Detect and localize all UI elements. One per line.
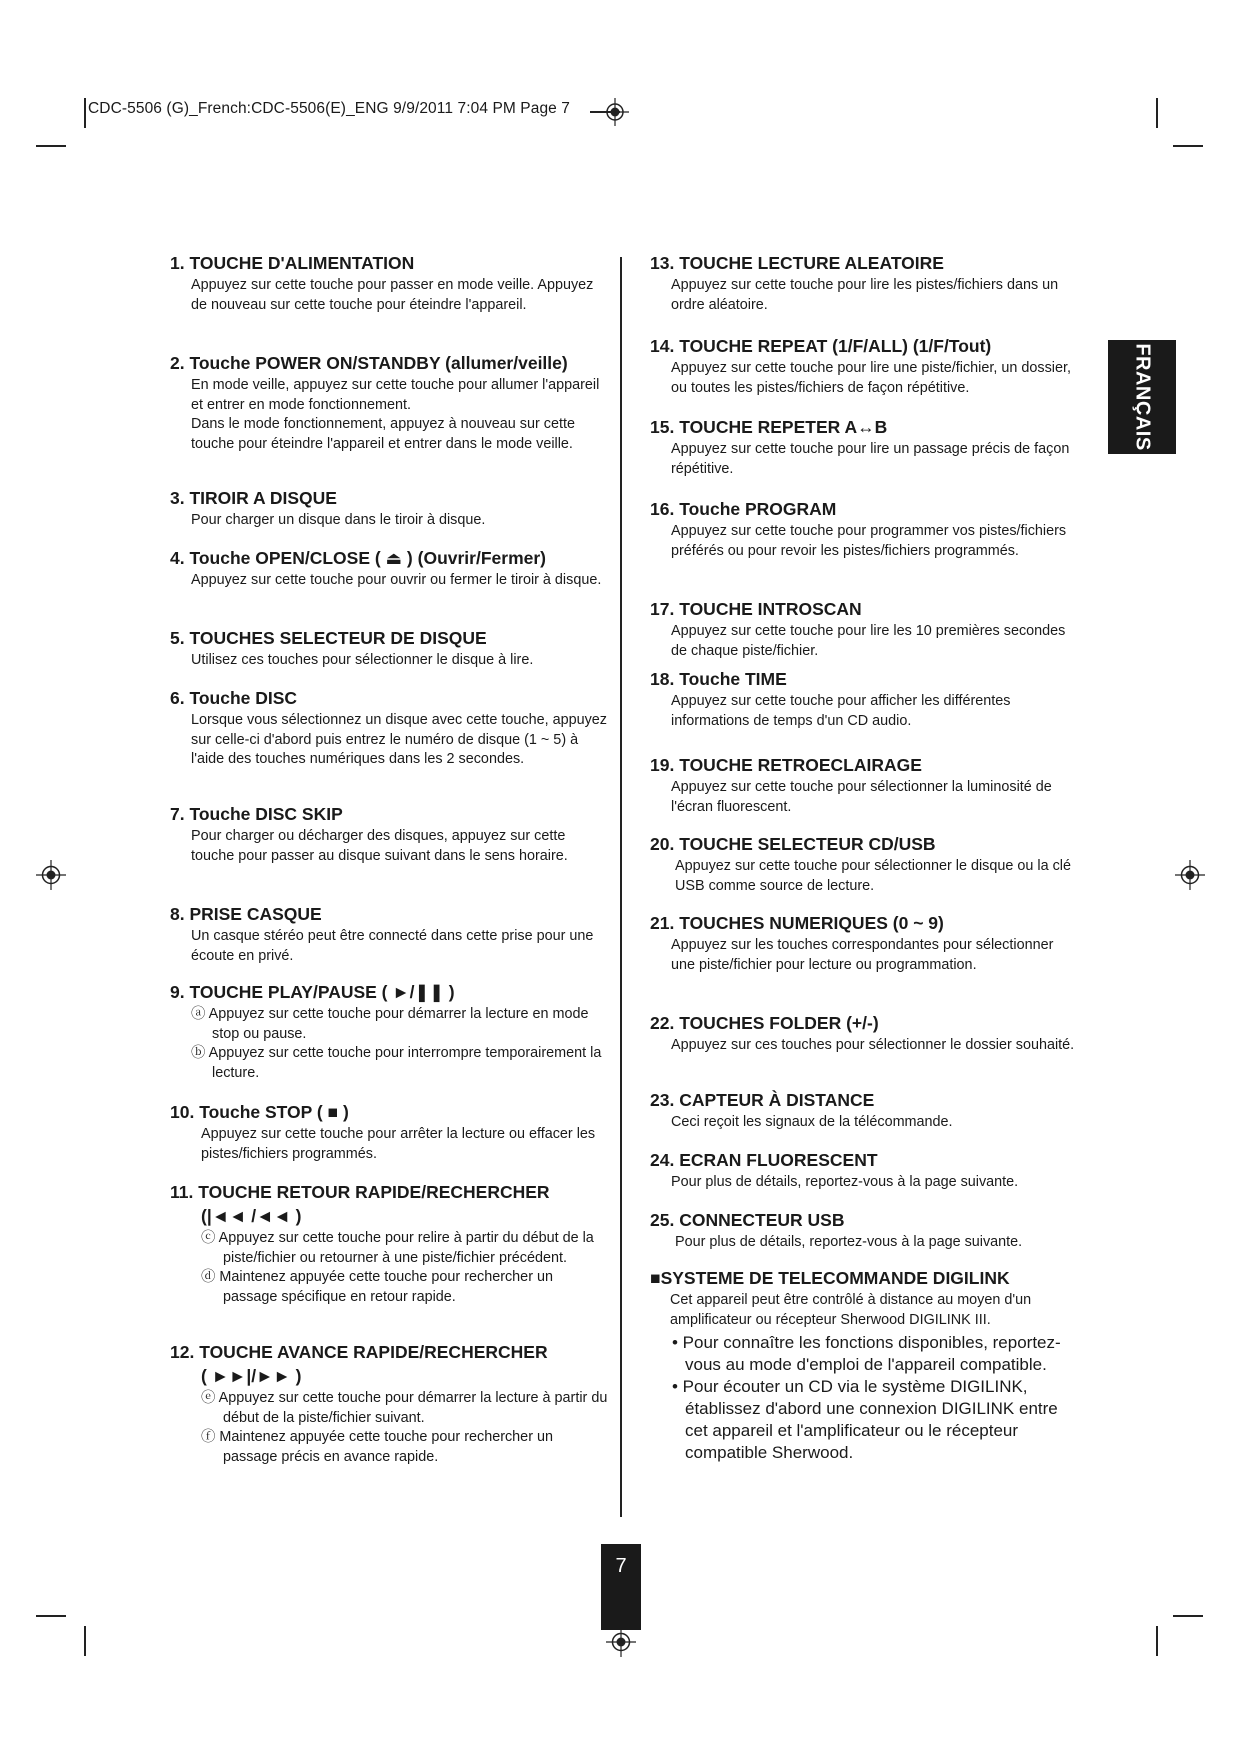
section-text: Pour charger ou décharger des disques, appuyez sur cette touche pour passer au disque suivant dans le sens horaire. <box>191 828 568 864</box>
section-1 <box>170 252 610 352</box>
section-11 <box>170 1181 610 1341</box>
section-title: 11. TOUCHE RETOUR RAPIDE/RECHERCHER <box>170 1182 550 1202</box>
crop-mark <box>1156 98 1158 128</box>
section-subitem: ⓐ Appuyez sur cette touche pour démarrer la lecture en mode stop ou pause. <box>191 1006 589 1042</box>
section-text: Appuyez sur cette touche pour lire une piste/fichier, un dossier, ou toutes les pistes/fichiers de façon répétitive. <box>671 360 1071 396</box>
section-text: En mode veille, appuyez sur cette touche pour allumer l'appareil et entrer en mode fonctionnement. <box>191 377 600 413</box>
section-title: 20. TOUCHE SELECTEUR CD/USB <box>650 834 936 854</box>
section-text: Appuyez sur cette touche pour programmer vos pistes/fichiers préférés ou pour revoir les pistes/fichiers programmés. <box>671 523 1067 559</box>
section-title: ■SYSTEME DE TELECOMMANDE DIGILINK <box>650 1268 1010 1288</box>
section-text: Appuyez sur cette touche pour passer en mode veille. Appuyez de nouveau sur cette touche pour éteindre l'appareil. <box>191 277 594 313</box>
section-title: 8. PRISE CASQUE <box>170 904 322 924</box>
digilink-bullets <box>650 1332 1080 1464</box>
section-text: Appuyez sur cette touche pour ouvrir ou fermer le tiroir à disque. <box>191 572 602 588</box>
section-title: 7. Touche DISC SKIP <box>170 804 343 824</box>
crop-mark <box>36 1615 66 1617</box>
section-text: Pour charger un disque dans le tiroir à disque. <box>191 512 486 528</box>
left-column <box>170 252 610 1467</box>
section-15 <box>650 416 1080 498</box>
section-3 <box>170 487 610 547</box>
section-text: Dans le mode fonctionnement, appuyez à nouveau sur cette touche pour éteindre l'appareil et entrer dans le mode veille. <box>191 416 575 452</box>
section-2 <box>170 352 610 487</box>
crop-mark <box>36 145 66 147</box>
section-19 <box>650 754 1080 833</box>
section-text: Un casque stéréo peut être connecté dans cette prise pour une écoute en privé. <box>191 928 594 964</box>
section-4 <box>170 547 610 627</box>
section-title: 3. TIROIR A DISQUE <box>170 488 337 508</box>
section-subitem: ⓑ Appuyez sur cette touche pour interrompre temporairement la lecture. <box>191 1045 602 1081</box>
section-text: Appuyez sur cette touche pour afficher les différentes informations de temps d'un CD audio. <box>671 693 1011 729</box>
list-item: • Pour connaître les fonctions disponibles, reportez-vous au mode d'emploi de l'appareil compatible. <box>672 1333 1061 1374</box>
section-title: 6. Touche DISC <box>170 688 298 708</box>
registration-mark-icon <box>1175 860 1205 890</box>
section-text: Lorsque vous sélectionnez un disque avec cette touche, appuyez sur celle-ci d'abord puis entrez le numéro de disque (1 ~ 5) à l'aide des touches numériques dans les 2 secondes. <box>191 712 608 767</box>
language-tab <box>1108 340 1176 454</box>
section-title: 21. TOUCHES NUMERIQUES (0 ~ 9) <box>650 913 944 933</box>
section-title: 1. TOUCHE D'ALIMENTATION <box>170 253 415 273</box>
section-title: 13. TOUCHE LECTURE ALEATOIRE <box>650 253 944 273</box>
section-title: 2. Touche POWER ON/STANDBY (allumer/veille) <box>170 353 568 373</box>
section-13 <box>650 252 1080 335</box>
section-text: Appuyez sur cette touche pour lire les 10 premières secondes de chaque piste/fichier. <box>671 623 1066 659</box>
section-text: Appuyez sur cette touche pour lire un passage précis de façon répétitive. <box>671 441 1070 477</box>
section-text: Ceci reçoit les signaux de la télécommande. <box>671 1114 953 1130</box>
registration-mark-icon <box>606 1627 636 1657</box>
section-text: Appuyez sur cette touche pour lire les pistes/fichiers dans un ordre aléatoire. <box>671 277 1059 313</box>
registration-mark-icon <box>601 98 629 126</box>
section-text: Pour plus de détails, reportez-vous à la page suivante. <box>671 1174 1019 1190</box>
section-text: Utilisez ces touches pour sélectionner le disque à lire. <box>191 652 534 668</box>
registration-mark-icon <box>36 860 66 890</box>
page-number: 7 <box>601 1544 641 1630</box>
section-7 <box>170 803 610 903</box>
section-title: 10. Touche STOP ( ■ ) <box>170 1102 349 1122</box>
column-divider <box>620 257 622 1517</box>
section-text: Cet appareil peut être contrôlé à distance au moyen d'un amplificateur ou récepteur Sherwood DIGILINK III. <box>670 1292 1032 1328</box>
section-title: 22. TOUCHES FOLDER (+/-) <box>650 1013 879 1033</box>
crop-mark <box>1173 145 1203 147</box>
crop-mark <box>84 98 86 128</box>
section-16 <box>650 498 1080 598</box>
section-9 <box>170 981 610 1101</box>
section-text: Appuyez sur les touches correspondantes pour sélectionner une piste/fichier pour lecture ou programmation. <box>671 937 1054 973</box>
section-subitem: ⓒ Appuyez sur cette touche pour relire à partir du début de la piste/fichier ou retourner à une piste/fichier précédent. <box>201 1230 594 1266</box>
section-text: Pour plus de détails, reportez-vous à la page suivante. <box>675 1234 1023 1250</box>
section-25 <box>650 1209 1080 1267</box>
section-title: 19. TOUCHE RETROECLAIRAGE <box>650 755 922 775</box>
section-10 <box>170 1101 610 1181</box>
section-title: 12. TOUCHE AVANCE RAPIDE/RECHERCHER <box>170 1342 548 1362</box>
digilink-section <box>650 1267 1080 1464</box>
section-21 <box>650 912 1080 1012</box>
section-22 <box>650 1012 1080 1089</box>
section-title: 17. TOUCHE INTROSCAN <box>650 599 862 619</box>
section-title: 14. TOUCHE REPEAT (1/F/ALL) (1/F/Tout) <box>650 336 992 356</box>
section-title: 16. Touche PROGRAM <box>650 499 837 519</box>
section-18 <box>650 668 1080 754</box>
section-8 <box>170 903 610 981</box>
list-item: • Pour écouter un CD via le système DIGILINK, établissez d'abord une connexion DIGILINK entre cet appareil et l'amplificateur ou le récepteur compatible Sherwood. <box>672 1377 1058 1462</box>
section-subitem: ⓓ Maintenez appuyée cette touche pour rechercher un passage spécifique en retour rapide. <box>201 1269 553 1305</box>
section-6 <box>170 687 610 803</box>
section-17 <box>650 598 1080 668</box>
section-24 <box>650 1149 1080 1209</box>
section-14 <box>650 335 1080 416</box>
section-title: 15. TOUCHE REPETER A↔B <box>650 417 888 437</box>
section-title: 4. Touche OPEN/CLOSE ( ⏏ ) (Ouvrir/Fermer) <box>170 548 546 568</box>
section-text: Appuyez sur cette touche pour sélectionner le disque ou la clé USB comme source de lecture. <box>675 858 1071 894</box>
section-5 <box>170 627 610 687</box>
language-tab-label: FRANÇAIS <box>1131 343 1154 451</box>
right-column <box>650 252 1080 1464</box>
section-title: 25. CONNECTEUR USB <box>650 1210 845 1230</box>
section-text: Appuyez sur cette touche pour sélectionner la luminosité de l'écran fluorescent. <box>671 779 1052 815</box>
section-23 <box>650 1089 1080 1149</box>
section-20 <box>650 833 1080 912</box>
section-title-symbols: (|◄◄ /◄◄ ) <box>201 1206 302 1226</box>
section-title: 5. TOUCHES SELECTEUR DE DISQUE <box>170 628 487 648</box>
section-title: 23. CAPTEUR À DISTANCE <box>650 1090 875 1110</box>
crop-mark <box>1156 1626 1158 1656</box>
crop-mark <box>84 1626 86 1656</box>
section-title: 18. Touche TIME <box>650 669 787 689</box>
section-subitem: ⓕ Maintenez appuyée cette touche pour rechercher un passage précis en avance rapide. <box>201 1429 553 1465</box>
section-subitem: ⓔ Appuyez sur cette touche pour démarrer la lecture à partir du début de la piste/fichier suivant. <box>201 1390 608 1426</box>
section-12 <box>170 1341 610 1467</box>
crop-mark <box>1173 1615 1203 1617</box>
section-title-symbols: ( ►►|/►► ) <box>201 1366 302 1386</box>
section-text: Appuyez sur cette touche pour arrêter la lecture ou effacer les pistes/fichiers programmés. <box>201 1126 596 1162</box>
print-slug: CDC-5506 (G)_French:CDC-5506(E)_ENG 9/9/2011 7:04 PM Page 7 <box>88 100 571 117</box>
section-title: 24. ECRAN FLUORESCENT <box>650 1150 878 1170</box>
section-title: 9. TOUCHE PLAY/PAUSE ( ►/❚❚ ) <box>170 982 455 1002</box>
section-text: Appuyez sur ces touches pour sélectionner le dossier souhaité. <box>671 1037 1075 1053</box>
